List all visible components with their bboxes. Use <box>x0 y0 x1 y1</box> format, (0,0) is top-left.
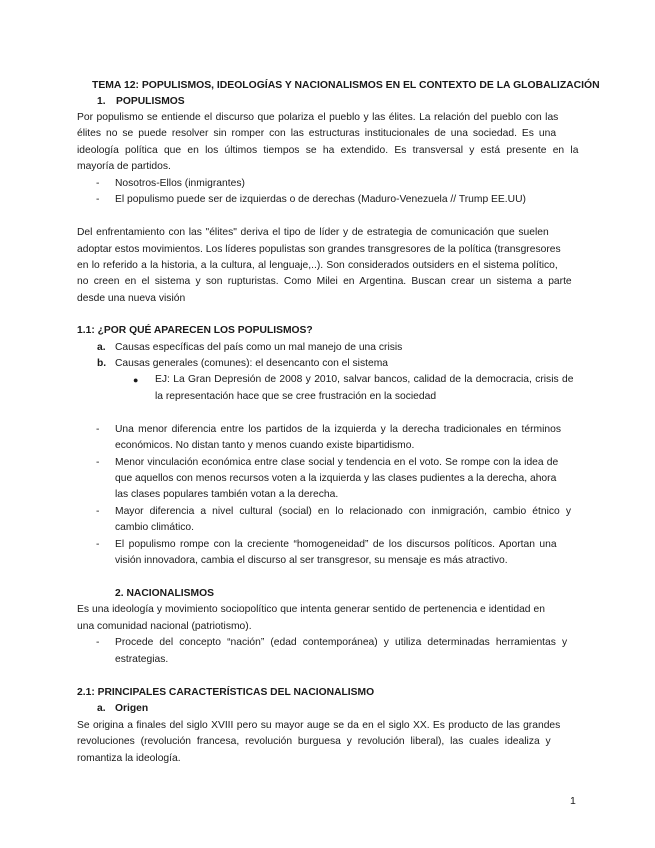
s2-p-line: una comunidad nacional (patriotismo). <box>77 621 252 632</box>
page-number: 1 <box>570 795 576 807</box>
s11-bullet-line: las clases populares también votan a la derecha. <box>115 489 339 500</box>
s11-bullet-line: Menor vinculación económica entre clase social y tendencia en el voto. Se rompe con la idea de <box>115 457 559 468</box>
s1-p1-line: élites no se puede resolver sin romper con las estructuras institucionales de una sociedad. Es una <box>77 128 557 139</box>
s11-example-line: EJ: La Gran Depresión de 2008 y 2010, salvar bancos, calidad de la democracia, crisis de <box>155 374 574 385</box>
s11-bullet-line: económicos. No distan tanto y menos cuando existe bipartidismo. <box>115 440 415 451</box>
bullet-dash: - <box>96 424 100 435</box>
s1-p2-line: adoptar estos movimientos. Los líderes populistas son grandes transgresores de la política (transgresores <box>77 244 561 255</box>
s11-bullet-line: Una menor diferencia entre los partidos de la izquierda y la derecha tradicionales en términos <box>115 424 562 435</box>
s1-bullet: Nosotros-Ellos (inmigrantes) <box>115 178 245 189</box>
s21-subheading: Origen <box>115 703 149 714</box>
section-1-number: 1. <box>97 96 106 107</box>
s2-bullet-line: estrategias. <box>115 654 169 665</box>
bullet-dash: - <box>96 194 100 205</box>
s11-example-line: la representación hace que se cree frustración en la sociedad <box>155 391 437 402</box>
document-title: TEMA 12: POPULISMOS, IDEOLOGÍAS Y NACIONALISMOS EN EL CONTEXTO DE LA GLOBALIZACIÓN <box>92 80 600 91</box>
s1-p1-line: mayoría de partidos. <box>77 161 171 172</box>
s1-bullet: El populismo puede ser de izquierdas o de derechas (Maduro-Venezuela // Trump EE.UU) <box>115 194 526 205</box>
s11-bullet-line: que aquellos con menos recursos voten a la izquierda y las clases pudientes a la derecha, ahora <box>115 473 557 484</box>
bullet-dash: - <box>96 178 100 189</box>
bullet-dash: - <box>96 457 100 468</box>
s11-bullet-line: cambio climático. <box>115 522 194 533</box>
s1-p1-line: Por populismo se entiende el discurso que polariza el pueblo y las élites. La relación del pueblo con las <box>77 112 559 123</box>
list-label-a: a. <box>97 703 106 714</box>
s2-p-line: Es una ideología y movimiento sociopolítico que intenta generar sentido de pertenencia e identidad en <box>77 604 545 615</box>
s21-p-line: revoluciones (revolución francesa, revolución burguesa y revolución liberal), las cuales idealiza y <box>77 736 551 747</box>
s11-bullet-line: Mayor diferencia a nivel cultural (social) en lo relacionado con inmigración, cambio étnico y <box>115 506 571 517</box>
s2-bullet-line: Procede del concepto “nación” (edad contemporánea) y utiliza determinadas herramientas y <box>115 637 568 648</box>
s1-p2-line: no creen en el sistema y son rupturistas. Como Milei en Argentina. Buscan crear un sistema a parte <box>77 276 572 287</box>
s1-p2-line: en lo referido a la historia, a la cultura, al lenguaje,..). Son considerados outsiders en el sistema político, <box>77 260 558 271</box>
s1-p2-line: desde una nueva visión <box>77 293 186 304</box>
bullet-dash: - <box>96 539 100 550</box>
s21-p-line: Se origina a finales del siglo XVIII pero su mayor auge se da en el siglo XX. Es producto de las grandes <box>77 720 561 731</box>
bullet-dash: - <box>96 506 100 517</box>
section-2-heading: 2. NACIONALISMOS <box>115 588 214 599</box>
s1-p2-line: Del enfrentamiento con las "élites" deriva el tipo de líder y de estrategia de comunicación que suelen <box>77 227 549 238</box>
section-1-1-heading: 1.1: ¿POR QUÉ APARECEN LOS POPULISMOS? <box>77 325 313 336</box>
section-1-heading: POPULISMOS <box>116 96 185 107</box>
list-label-b: b. <box>97 358 107 369</box>
list-label-a: a. <box>97 342 106 353</box>
s21-p-line: romantiza la ideología. <box>77 753 181 764</box>
s11-item-b: Causas generales (comunes): el desencanto con el sistema <box>115 358 389 369</box>
s1-p1-line: ideología política que en los últimos tiempos se ha extendido. Es transversal y está presente en la <box>77 145 579 156</box>
sub-bullet-icon: ● <box>133 375 139 385</box>
s11-bullet-line: visión innovadora, cambia el discurso al ser transgresor, su mensaje es más atractivo. <box>115 555 508 566</box>
s11-bullet-line: El populismo rompe con la creciente “homogeneidad” de los discursos políticos. Aportan una <box>115 539 557 550</box>
section-2-1-heading: 2.1: PRINCIPALES CARACTERÍSTICAS DEL NACIONALISMO <box>77 687 375 698</box>
s11-item-a: Causas específicas del país como un mal manejo de una crisis <box>115 342 403 353</box>
bullet-dash: - <box>96 637 100 648</box>
